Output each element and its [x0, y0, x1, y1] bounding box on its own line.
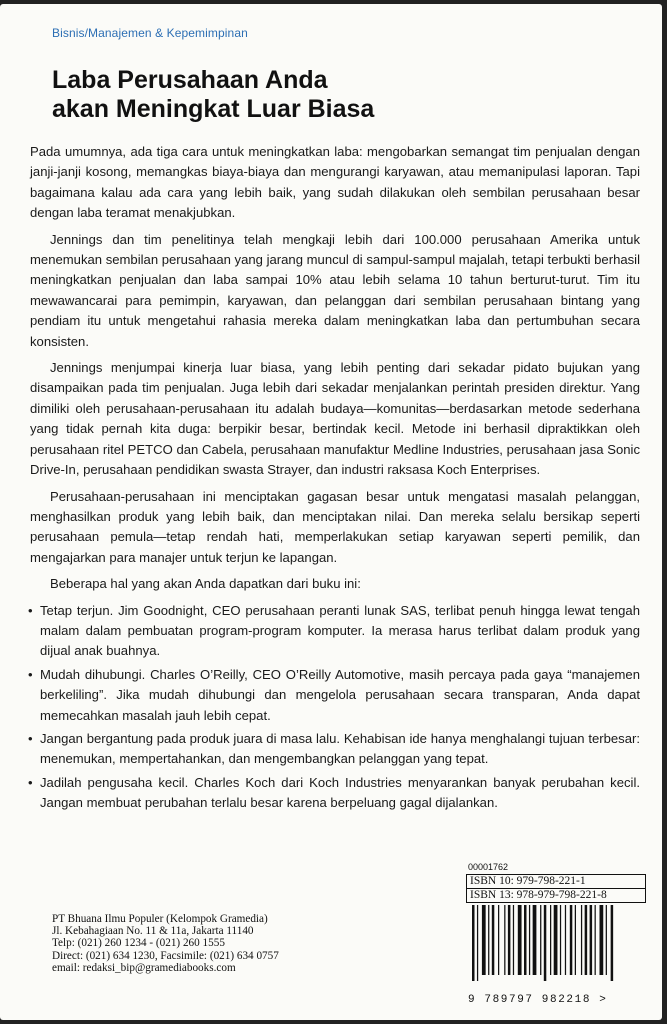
isbn-table — [466, 874, 646, 903]
book-title — [52, 66, 612, 124]
publisher-info — [52, 913, 279, 974]
publisher-email: email: redaksi_bip@gramediabooks.com — [52, 961, 236, 974]
benefits-list — [30, 601, 640, 814]
paragraph-1: Pada umumnya, ada tiga cara untuk meningkatkan laba: mengobarkan semangat tim penjualan dengan janji-janji kosong, memangkas biaya-biaya dan mengurangi karyawan, atau memanipulasi laporan. Tapi bagaimana kalau ada cara yang lebih baik, yang sudah dilakukan oleh sembilan perusahaan besar dengan laba teramat menakjubkan. — [30, 144, 640, 221]
publisher-phone: Telp: (021) 260 1234 - (021) 260 1555 — [52, 937, 225, 950]
publisher-address: Jl. Kebahagiaan No. 11 & 11a, Jakarta 11140 — [52, 925, 254, 938]
stock-number: 00001762 — [468, 862, 509, 872]
publisher-name: PT Bhuana Ilmu Populer (Kelompok Gramedia) — [52, 913, 268, 925]
barcode-icon — [466, 905, 646, 997]
barcode-digits: 9 789797 982218 > — [468, 994, 608, 1006]
list-item: • Jadilah pengusaha kecil. Charles Koch dari Koch Industries menyarankan banyak perubahan kecil. Jangan membuat perubahan terlalu besar karena berpeluang gagal dijalankan. — [30, 773, 640, 814]
book-back-cover — [0, 4, 662, 1020]
list-item: • Mudah dihubungi. Charles O’Reilly, CEO O’Reilly Automotive, masih percaya pada gaya “manajemen berkeliling”. Jika mudah dihubungi dan mengelola perusahaan secara transparan, Anda dapat memecahkan masalah jauh lebih cepat. — [30, 665, 640, 726]
isbn-barcode-area — [466, 862, 646, 1012]
list-item: • Tetap terjun. Jim Goodnight, CEO perusahaan peranti lunak SAS, terlibat penuh hingga lewat tengah malam dalam pembuatan program-program komputer. Ia merasa harus terlibat dalam produk yang dijual anak buahnya. — [30, 601, 640, 662]
title-line-1: Laba Perusahaan Anda — [52, 66, 328, 94]
list-item: • Jangan bergantung pada produk juara di masa lalu. Kehabisan ide hanya menghalangi tujuan terbesar: menemukan, mempertahankan, dan mengembangkan pelanggan yang tepat. — [30, 729, 640, 770]
publisher-direct: Direct: (021) 634 1230, Facsimile: (021) 634 0757 — [52, 949, 279, 962]
category-label: Bisnis/Manajemen & Kepemimpinan — [52, 26, 248, 40]
paragraph-2: Jennings dan tim penelitinya telah mengkaji lebih dari 100.000 perusahaan Amerika untuk menemukan sembilan perusahaan yang jarang muncul di sampul-sampul majalah, tetapi terbukti berhasil meningkatkan penjualan dan laba sampai 10% atau lebih selama 10 tahun berturut-turut. Tim itu mewawancarai para pemimpin, karyawan, dan pelanggan dari sembilan perusahaan bintang yang pendiam itu untuk mengetahui rahasia mereka dalam meningkatkan laba dan pertumbuhan secara konsisten. — [30, 231, 640, 349]
isbn-10: ISBN 10: 979-798-221-1 — [467, 875, 645, 889]
title-line-2: akan Meningkat Luar Biasa — [52, 95, 375, 123]
paragraph-4: Perusahaan-perusahaan ini menciptakan gagasan besar untuk mengatasi masalah pelanggan, menghasilkan produk yang lebih baik, dan menciptakan nilai. Dan mereka selalu bersikap seperti perusahaan pemula—tetap rendah hati, memperlakukan setiap karyawan seperti pemilik, dan mengajarkan para manajer untuk terjun ke lapangan. — [30, 488, 640, 565]
paragraph-5: Beberapa hal yang akan Anda dapatkan dari buku ini: — [50, 576, 361, 592]
paragraph-3: Jennings menjumpai kinerja luar biasa, yang lebih penting dari sekadar pidato bujukan yang disampaikan pada tim penjualan. Juga lebih dari sekadar menjalankan perintah presiden direktur. Yang dimiliki oleh perusahaan-perusahaan itu adalah budaya—komunitas—berdasarkan metode sederhana yang tidak pernah kita duga: berpikir besar, bertindak kecil. Metode ini berhasil dipraktikkan oleh perusahaan ritel PETCO dan Cabela, perusahaan manufaktur Medline Industries, perusahaan jasa Sonic Drive-In, perusahaan pendidikan swasta Strayer, dan industri raksasa Koch Enterprises. — [30, 360, 640, 478]
isbn-13: ISBN 13: 978-979-798-221-8 — [470, 889, 607, 901]
blurb-body — [30, 142, 640, 817]
